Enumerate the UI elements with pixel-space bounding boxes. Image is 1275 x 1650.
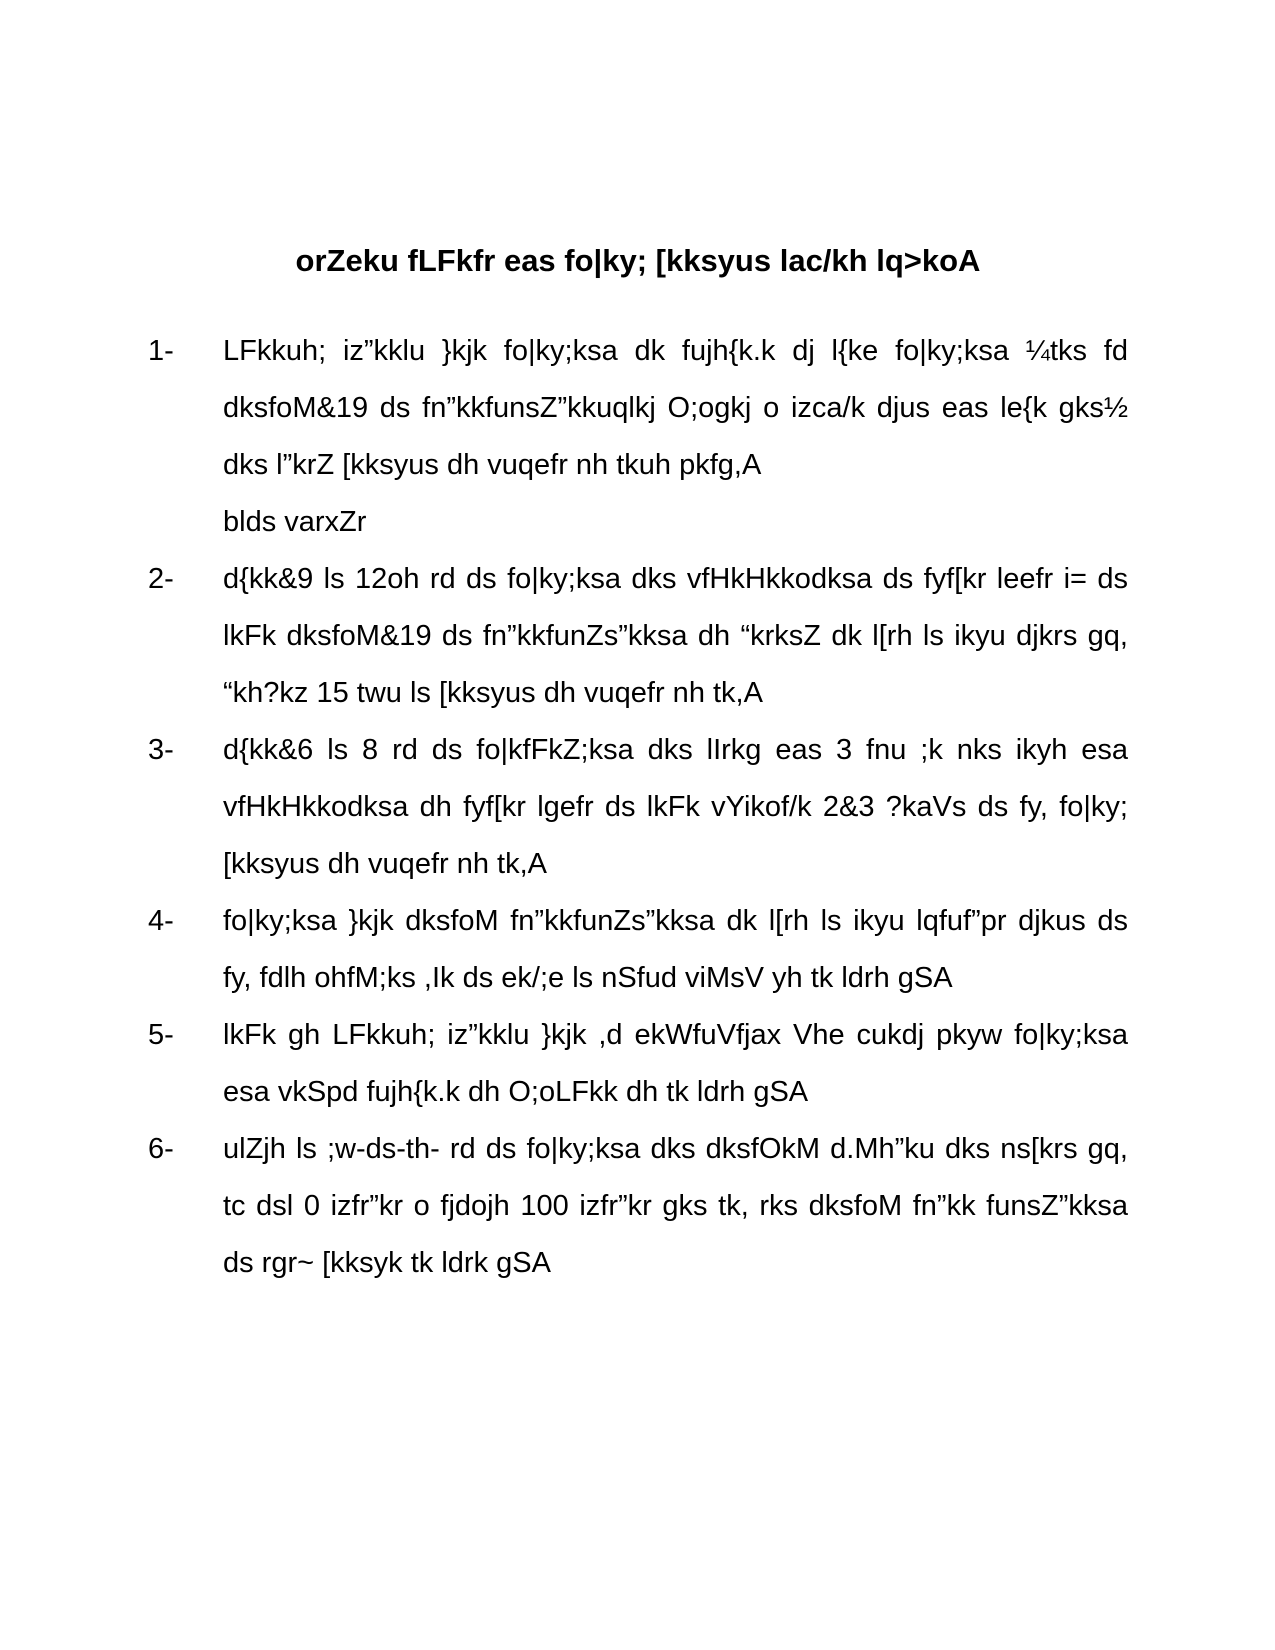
item-number: 2- bbox=[148, 563, 174, 595]
item-text: ulZjh ls ;w-ds-th- rd ds fo|ky;ksa dks dksfOkM d.Mh”ku dks ns[krs gq, tc dsl 0 izfr”kr o fjdojh 100 izfr”kr gks tk, rks dksfoM fn”kk funsZ”kksa ds rgr~ [kksyk tk ldrk gSA bbox=[223, 1133, 1128, 1279]
item-text: d{kk&9 ls 12oh rd ds fo|ky;ksa dks vfHkHkkodksa ds fyf[kr leefr i= ds lkFk dksfoM&19 ds fn”kkfunZs”kksa dh “krksZ dk l[rh ls ikyu djkrs gq, “kh?kz 15 twu ls [kksyus dh vuqefr nh tk,A bbox=[223, 563, 1128, 709]
page-title: orZeku fLFkfr eas fo|ky; [kksyus lac/kh lq>koA bbox=[295, 243, 981, 278]
item-body bbox=[223, 722, 1128, 893]
item-subtext: blds varxZr bbox=[223, 506, 367, 538]
item-body bbox=[223, 893, 1128, 1007]
list-item bbox=[148, 551, 1128, 722]
list-item bbox=[148, 1007, 1128, 1121]
item-text: LFkkuh; iz”kklu }kjk fo|ky;ksa dk fujh{k.k dj l{ke fo|ky;ksa ¼tks fd dksfoM&19 ds fn”kkfunsZ”kkuqlkj O;ogkj o izca/k djus eas le{k gks½ dks l”krZ [kksyus dh vuqefr nh tkuh pkfg,A bbox=[223, 335, 1128, 481]
item-number: 5- bbox=[148, 1019, 174, 1051]
item-body bbox=[223, 551, 1128, 722]
item-body bbox=[223, 323, 1128, 551]
list-item bbox=[148, 323, 1128, 551]
item-number: 6- bbox=[148, 1133, 174, 1165]
item-text: fo|ky;ksa }kjk dksfoM fn”kkfunZs”kksa dk l[rh ls ikyu lqfuf”pr djkus ds fy, fdlh ohfM;ks ,Ik ds ek/;e ls nSfud viMsV yh tk ldrh gSA bbox=[223, 905, 1128, 994]
item-text: d{kk&6 ls 8 rd ds fo|kfFkZ;ksa dks lIrkg eas 3 fnu ;k nks ikyh esa vfHkHkkodksa dh fyf[kr lgefr ds lkFk vYikof/k 2&3 ?kaVs ds fy, fo|ky; [kksyus dh vuqefr nh tk,A bbox=[223, 734, 1128, 880]
item-number: 1- bbox=[148, 335, 174, 367]
item-number: 3- bbox=[148, 734, 174, 766]
item-body bbox=[223, 1121, 1128, 1292]
item-text: lkFk gh LFkkuh; iz”kklu }kjk ,d ekWfuVfjax Vhe cukdj pkyw fo|ky;ksa esa vkSpd fujh{k.k dh O;oLFkk dh tk ldrh gSA bbox=[223, 1019, 1128, 1108]
list-item bbox=[148, 722, 1128, 893]
list-item bbox=[148, 1121, 1128, 1292]
item-body bbox=[223, 1007, 1128, 1121]
numbered-list bbox=[148, 323, 1128, 1292]
list-item bbox=[148, 893, 1128, 1007]
item-number: 4- bbox=[148, 905, 174, 937]
